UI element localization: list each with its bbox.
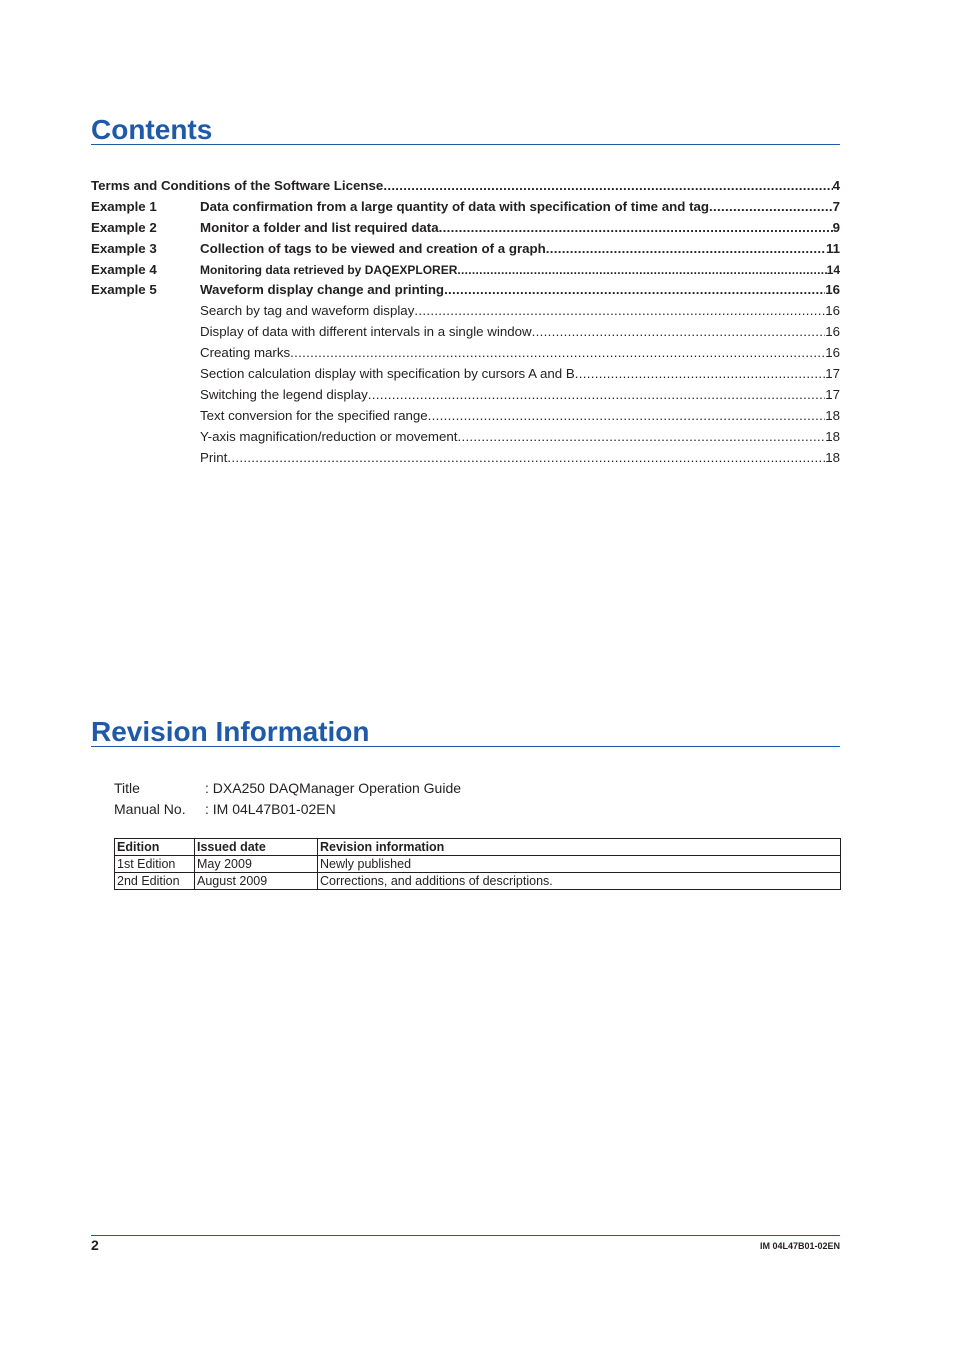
footer-rule: [91, 1235, 840, 1236]
toc-entry-title: Text conversion for the specified range: [200, 407, 428, 423]
revision-heading-block: [91, 710, 840, 747]
toc-entry-title: Monitor a folder and list required data: [200, 219, 439, 235]
toc-entry-title: Waveform display change and printing: [200, 282, 445, 298]
manual-number-label: Manual No.: [114, 801, 186, 817]
toc-leader: [428, 406, 826, 427]
toc-example-label: Example 4: [91, 261, 157, 277]
toc-subentry[interactable]: [91, 385, 840, 406]
table-row: [115, 856, 841, 873]
toc-page-number: 17: [825, 386, 840, 402]
toc-leader: [457, 427, 825, 448]
toc-entry[interactable]: [91, 239, 840, 260]
toc-subentry[interactable]: [91, 364, 840, 385]
title-value: : DXA250 DAQManager Operation Guide: [205, 780, 462, 796]
toc-entry-title: Collection of tags to be viewed and creation of a graph: [200, 240, 546, 256]
manual-number-value: : IM 04L47B01-02EN: [205, 801, 336, 817]
page-number: 2: [91, 1237, 99, 1253]
toc-example-label: Example 5: [91, 282, 157, 298]
toc-leader: [383, 176, 832, 197]
toc-subentry[interactable]: [91, 427, 840, 448]
toc-subentry[interactable]: [91, 322, 840, 343]
toc-page-number: 18: [825, 428, 840, 444]
table-row: [115, 873, 841, 890]
toc-page-number: 17: [825, 366, 840, 382]
toc-entry-title: Print: [200, 449, 228, 465]
contents-heading-block: [91, 108, 840, 145]
toc-entry-title: Switching the legend display: [200, 386, 368, 402]
toc-example-label: Example 1: [91, 198, 157, 214]
document-number: IM 04L47B01-02EN: [759, 1241, 840, 1251]
toc-entry-title: Monitoring data retrieved by DAQEXPLORER: [200, 262, 458, 277]
issued-date-cell: August 2009: [195, 873, 318, 890]
toc-example-label: Example 2: [91, 219, 157, 235]
toc-page-number: 7: [832, 198, 840, 214]
column-header-issued-date: Issued date: [195, 839, 318, 856]
toc-page-number: 16: [825, 324, 840, 340]
toc-entry[interactable]: [91, 260, 840, 281]
toc-leader: [457, 260, 826, 281]
toc-entry-title: Y-axis magnification/reduction or movement: [200, 428, 458, 444]
edition-cell: 2nd Edition: [115, 873, 195, 890]
toc-page-number: 18: [825, 449, 840, 465]
toc-leader: [368, 385, 825, 406]
toc-subentry[interactable]: [91, 343, 840, 364]
document-metadata: [114, 778, 614, 820]
toc-leader: [227, 448, 825, 469]
revision-table: [114, 838, 841, 890]
toc-entry-title: Data confirmation from a large quantity of data with specification of time and tag: [200, 198, 710, 214]
toc-subentry[interactable]: [91, 406, 840, 427]
toc-subentry[interactable]: [91, 301, 840, 322]
toc-leader: [414, 301, 825, 322]
edition-cell: 1st Edition: [115, 856, 195, 873]
toc-leader: [546, 239, 826, 260]
issued-date-cell: May 2009: [195, 856, 318, 873]
toc-entry-title: Creating marks: [200, 345, 291, 361]
toc-page-number: 18: [825, 407, 840, 423]
toc-leader: [439, 218, 833, 239]
toc-entry[interactable]: [91, 218, 840, 239]
toc-page-number: 16: [825, 345, 840, 361]
toc-leader: [575, 364, 825, 385]
table-of-contents: [91, 176, 840, 468]
column-header-edition: Edition: [115, 839, 195, 856]
toc-subentry[interactable]: [91, 448, 840, 469]
toc-example-label: Example 3: [91, 240, 157, 256]
table-header-row: [115, 839, 841, 856]
revision-heading: Revision Information: [91, 716, 370, 747]
toc-entry-title: Section calculation display with specification by cursors A and B: [200, 366, 575, 382]
toc-page-number: 16: [825, 282, 840, 298]
toc-leader: [532, 322, 826, 343]
contents-heading: Contents: [91, 114, 213, 145]
toc-page-number: 16: [825, 303, 840, 319]
toc-page-number: 14: [826, 262, 840, 277]
revision-information-cell: Corrections, and additions of descriptions.: [318, 873, 841, 890]
toc-entry[interactable]: [91, 280, 840, 301]
toc-entry[interactable]: [91, 176, 840, 197]
toc-leader: [290, 343, 825, 364]
revision-information-cell: Newly published: [318, 856, 841, 873]
column-header-revision-information: Revision information: [318, 839, 841, 856]
toc-page-number: 4: [832, 178, 840, 193]
toc-entry-title: Display of data with different intervals in a single window: [200, 324, 532, 340]
toc-leader: [709, 197, 833, 218]
title-label: Title: [114, 780, 140, 796]
toc-leader: [444, 280, 825, 301]
toc-page-number: 9: [832, 219, 840, 235]
toc-entry[interactable]: [91, 197, 840, 218]
toc-page-number: 11: [825, 240, 840, 256]
toc-entry-title: Search by tag and waveform display: [200, 303, 415, 319]
toc-entry-title: Terms and Conditions of the Software License: [91, 178, 384, 193]
